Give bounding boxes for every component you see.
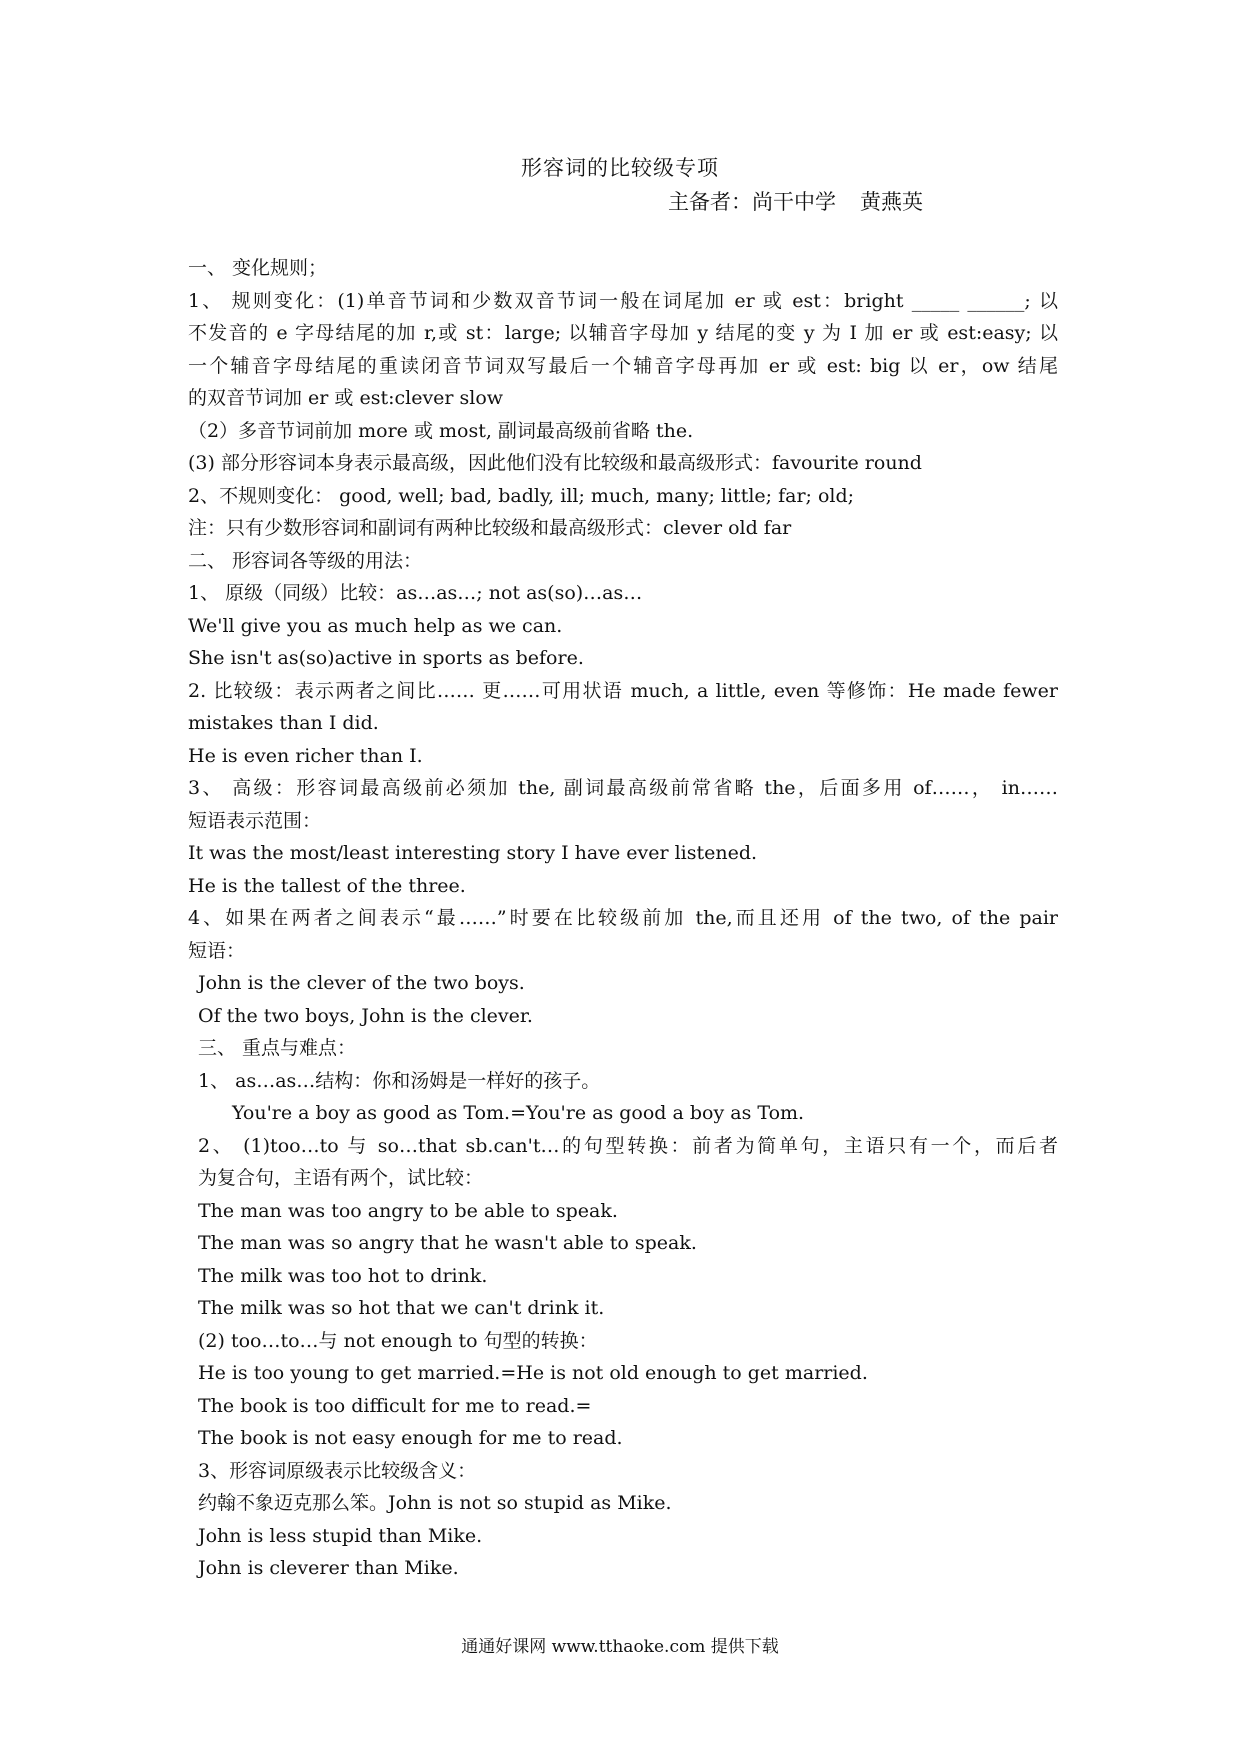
text-line: 的双音节词加 er 或 est:clever slow bbox=[188, 387, 504, 409]
text-line: 一个辅音字母结尾的重读闭音节词双写最后一个辅音字母再加 er 或 est: big 以 er，ow 结尾 bbox=[188, 354, 1058, 377]
text-line: 三、 重点与难点： bbox=[198, 1037, 357, 1059]
text-line: 1、 as…as…结构：你和汤姆是一样好的孩子。 bbox=[198, 1069, 601, 1092]
text-line: The book is not easy enough for me to read. bbox=[198, 1427, 623, 1449]
text-line: 1、 原级（同级）比较：as…as…; not as(so)…as… bbox=[188, 582, 643, 604]
text-line: 2. 比较级：表示两者之间比…… 更……可用状语 much, a little, even 等修饰：He made fewer bbox=[188, 679, 1058, 702]
text-line: It was the most/least interesting story I have ever listened. bbox=[188, 842, 758, 864]
text-line: The man was too angry to be able to speak. bbox=[198, 1199, 618, 1222]
text-line: The man was so angry that he wasn't able to speak. bbox=[198, 1232, 697, 1254]
author-label: 主备者：尚干中学 bbox=[668, 190, 836, 214]
text-line: John is less stupid than Mike. bbox=[198, 1524, 483, 1547]
author-name: 黄燕英 bbox=[860, 190, 923, 214]
text-line: Of the two boys, John is the clever. bbox=[198, 1004, 533, 1027]
text-line: He is the tallest of the three. bbox=[188, 874, 466, 897]
text-line: We'll give you as much help as we can. bbox=[188, 614, 563, 637]
text-line: The book is too difficult for me to read.= bbox=[198, 1394, 592, 1417]
text-line: 3、形容词原级表示比较级含义： bbox=[198, 1459, 477, 1482]
text-line: 1、 规则变化：(1)单音节词和少数双音节词一般在词尾加 er 或 est：bright _____ ______; 以 bbox=[188, 289, 1058, 312]
document-body bbox=[188, 252, 1058, 1585]
text-line: He is even richer than I. bbox=[188, 744, 423, 767]
text-line: 不发音的 e 字母结尾的加 r,或 st：large; 以辅音字母加 y 结尾的变 y 为 I 加 er 或 est:easy; 以 bbox=[188, 322, 1058, 344]
text-line: You're a boy as good as Tom.=You're as good a boy as Tom. bbox=[232, 1102, 805, 1124]
text-line: John is the clever of the two boys. bbox=[198, 972, 525, 994]
text-line: (3) 部分形容词本身表示最高级，因此他们没有比较级和最高级形式：favourite round bbox=[188, 452, 922, 474]
text-line: 4、如果在两者之间表示“最……”时要在比较级前加 the,而且还用 of the two, of the pair bbox=[188, 907, 1058, 929]
text-line: 注：只有少数形容词和副词有两种比较级和最高级形式：clever old far bbox=[188, 517, 792, 539]
text-line: 为复合句，主语有两个，试比较： bbox=[198, 1167, 484, 1189]
text-line: The milk was so hot that we can't drink it. bbox=[198, 1297, 605, 1319]
text-line: （2）多音节词前加 more 或 most, 副词最高级前省略 the. bbox=[188, 419, 694, 442]
text-line: 短语： bbox=[188, 939, 246, 962]
text-line: 2、不规则变化： good, well; bad, badly, ill; much, many; little; far; old; bbox=[188, 484, 855, 507]
text-line: (2) too…to…与 not enough to 句型的转换： bbox=[198, 1329, 598, 1352]
text-line: 二、 形容词各等级的用法： bbox=[188, 549, 423, 572]
text-line: mistakes than I did. bbox=[188, 712, 379, 734]
text-line: 约翰不象迈克那么笨。John is not so stupid as Mike. bbox=[198, 1492, 672, 1514]
text-line: John is cleverer than Mike. bbox=[198, 1557, 459, 1579]
author-line bbox=[668, 186, 923, 216]
text-line: 短语表示范围： bbox=[188, 809, 322, 832]
text-line: He is too young to get married.=He is not old enough to get married. bbox=[198, 1362, 868, 1384]
document-title: 形容词的比较级专项 bbox=[521, 156, 719, 180]
text-line: The milk was too hot to drink. bbox=[198, 1264, 488, 1287]
text-line: 一、 变化规则； bbox=[188, 257, 328, 279]
text-line: 2、 (1)too…to 与 so…that sb.can't…的句型转换：前者为简单句，主语只有一个，而后者 bbox=[198, 1134, 1058, 1157]
text-line: 3、 高级：形容词最高级前必须加 the, 副词最高级前常省略 the，后面多用 of……， in…… bbox=[188, 777, 1058, 799]
page-footer: 通通好课网 www.tthaoke.com 提供下载 bbox=[461, 1637, 779, 1657]
text-line: She isn't as(so)active in sports as before. bbox=[188, 647, 584, 669]
